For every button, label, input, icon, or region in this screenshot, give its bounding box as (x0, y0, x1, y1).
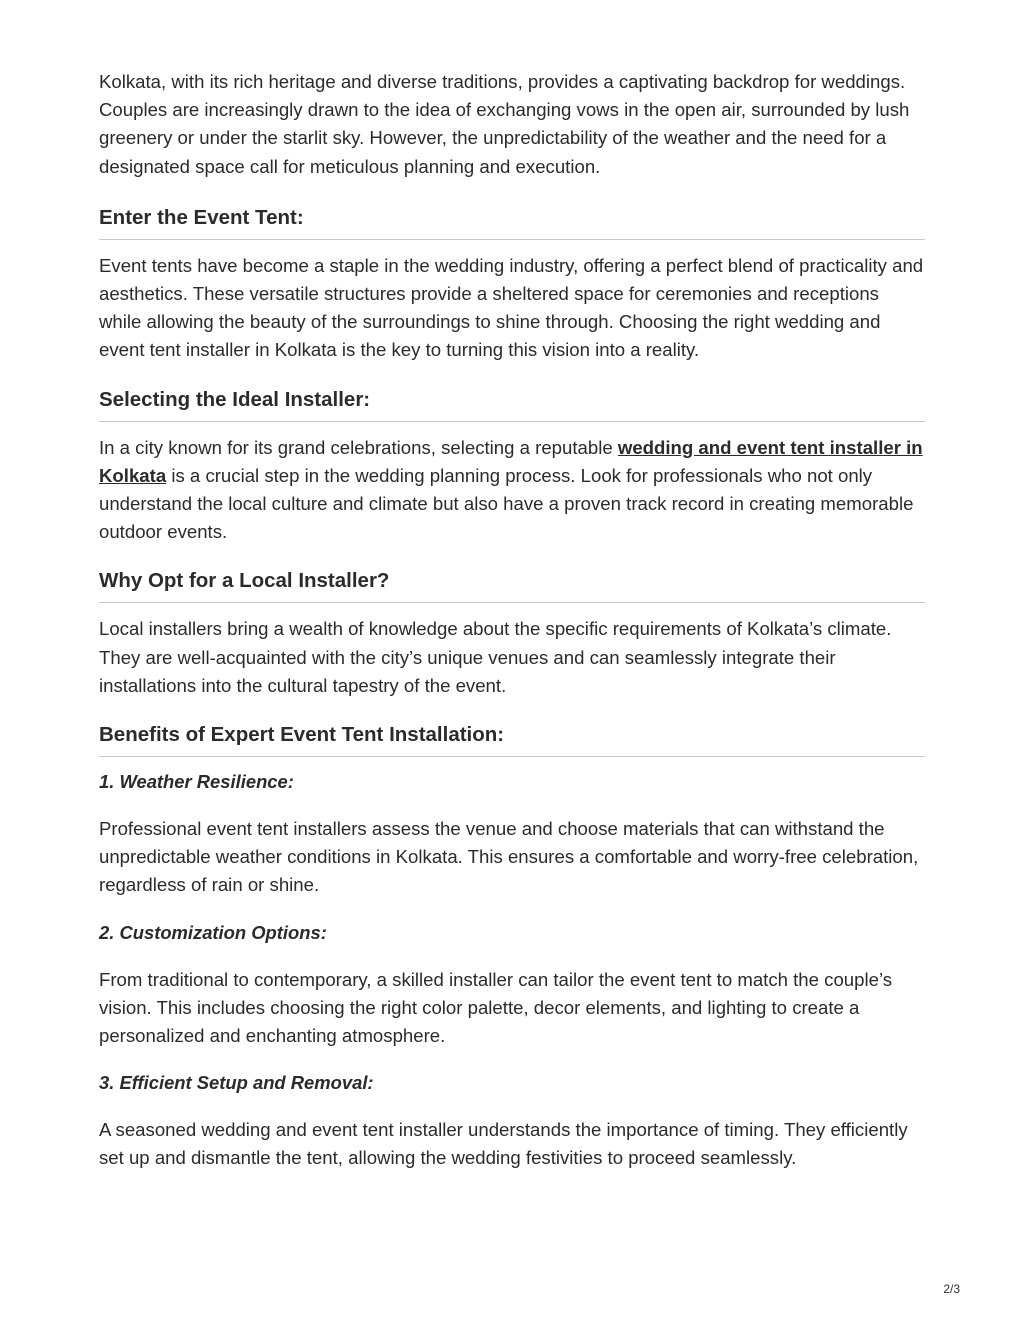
section-paragraph: Local installers bring a wealth of knowledge about the specific requirements of Kolkata’s climate. They are well-acquainted with the city’s unique venues and can seamlessly integrate their installations into the cultural tapestry of the event. (99, 618, 892, 696)
paragraph-text: is a crucial step in the wedding planning process. Look for professionals who not only understand the local culture and climate but also have a proven track record in creating memorable outdoor events. (99, 464, 914, 543)
section-event-tent (99, 205, 925, 365)
benefit-paragraph: A seasoned wedding and event tent installer understands the importance of timing. They efficiently set up and dismantle the tent, allowing the wedding festivities to proceed seamlessly. (99, 1119, 908, 1169)
benefit-title: 2. Customization Options: (99, 921, 327, 943)
benefit-paragraph: From traditional to contemporary, a skilled installer can tailor the event tent to match the couple’s vision. This includes choosing the right color palette, decor elements, and lighting to create a personalized and enchanting atmosphere. (99, 968, 893, 1047)
benefit-title: 3. Efficient Setup and Removal: (99, 1072, 374, 1094)
section-heading: Enter the Event Tent: (99, 205, 925, 240)
intro-paragraph: Kolkata, with its rich heritage and diverse traditions, provides a captivating backdrop for weddings. Couples are increasingly drawn to the idea of exchanging vows in the open air, surrounded by lush greenery or under the starlit sky. However, the unpredictability of the weather and the need for a designated space call for meticulous planning and execution. (99, 71, 910, 177)
benefit-title: 1. Weather Resilience: (99, 771, 294, 793)
paragraph-text: In a city known for its grand celebrations, selecting a reputable (99, 436, 618, 458)
section-heading: Why Opt for a Local Installer? (99, 568, 925, 603)
section-paragraph (99, 434, 925, 547)
installer-link[interactable]: wedding and event tent installer in Kolkata (99, 436, 923, 486)
page-number: 2/3 (943, 1282, 960, 1296)
section-heading: Benefits of Expert Event Tent Installation: (99, 722, 925, 757)
section-paragraph: Event tents have become a staple in the wedding industry, offering a perfect blend of practicality and aesthetics. These versatile structures provide a sheltered space for ceremonies and receptions while allowing the beauty of the surroundings to shine through. Choosing the right wedding and event tent installer in Kolkata is the key to turning this vision into a reality. (99, 254, 924, 361)
section-local-installer (99, 568, 925, 700)
section-heading: Selecting the Ideal Installer: (99, 387, 925, 422)
document-page (99, 68, 925, 1195)
section-ideal-installer (99, 387, 925, 547)
benefit-paragraph: Professional event tent installers assess the venue and choose materials that can withstand the unpredictable weather conditions in Kolkata. This ensures a comfortable and worry-free celebration, regardless of rain or shine. (99, 818, 919, 896)
section-benefits (99, 722, 925, 1173)
